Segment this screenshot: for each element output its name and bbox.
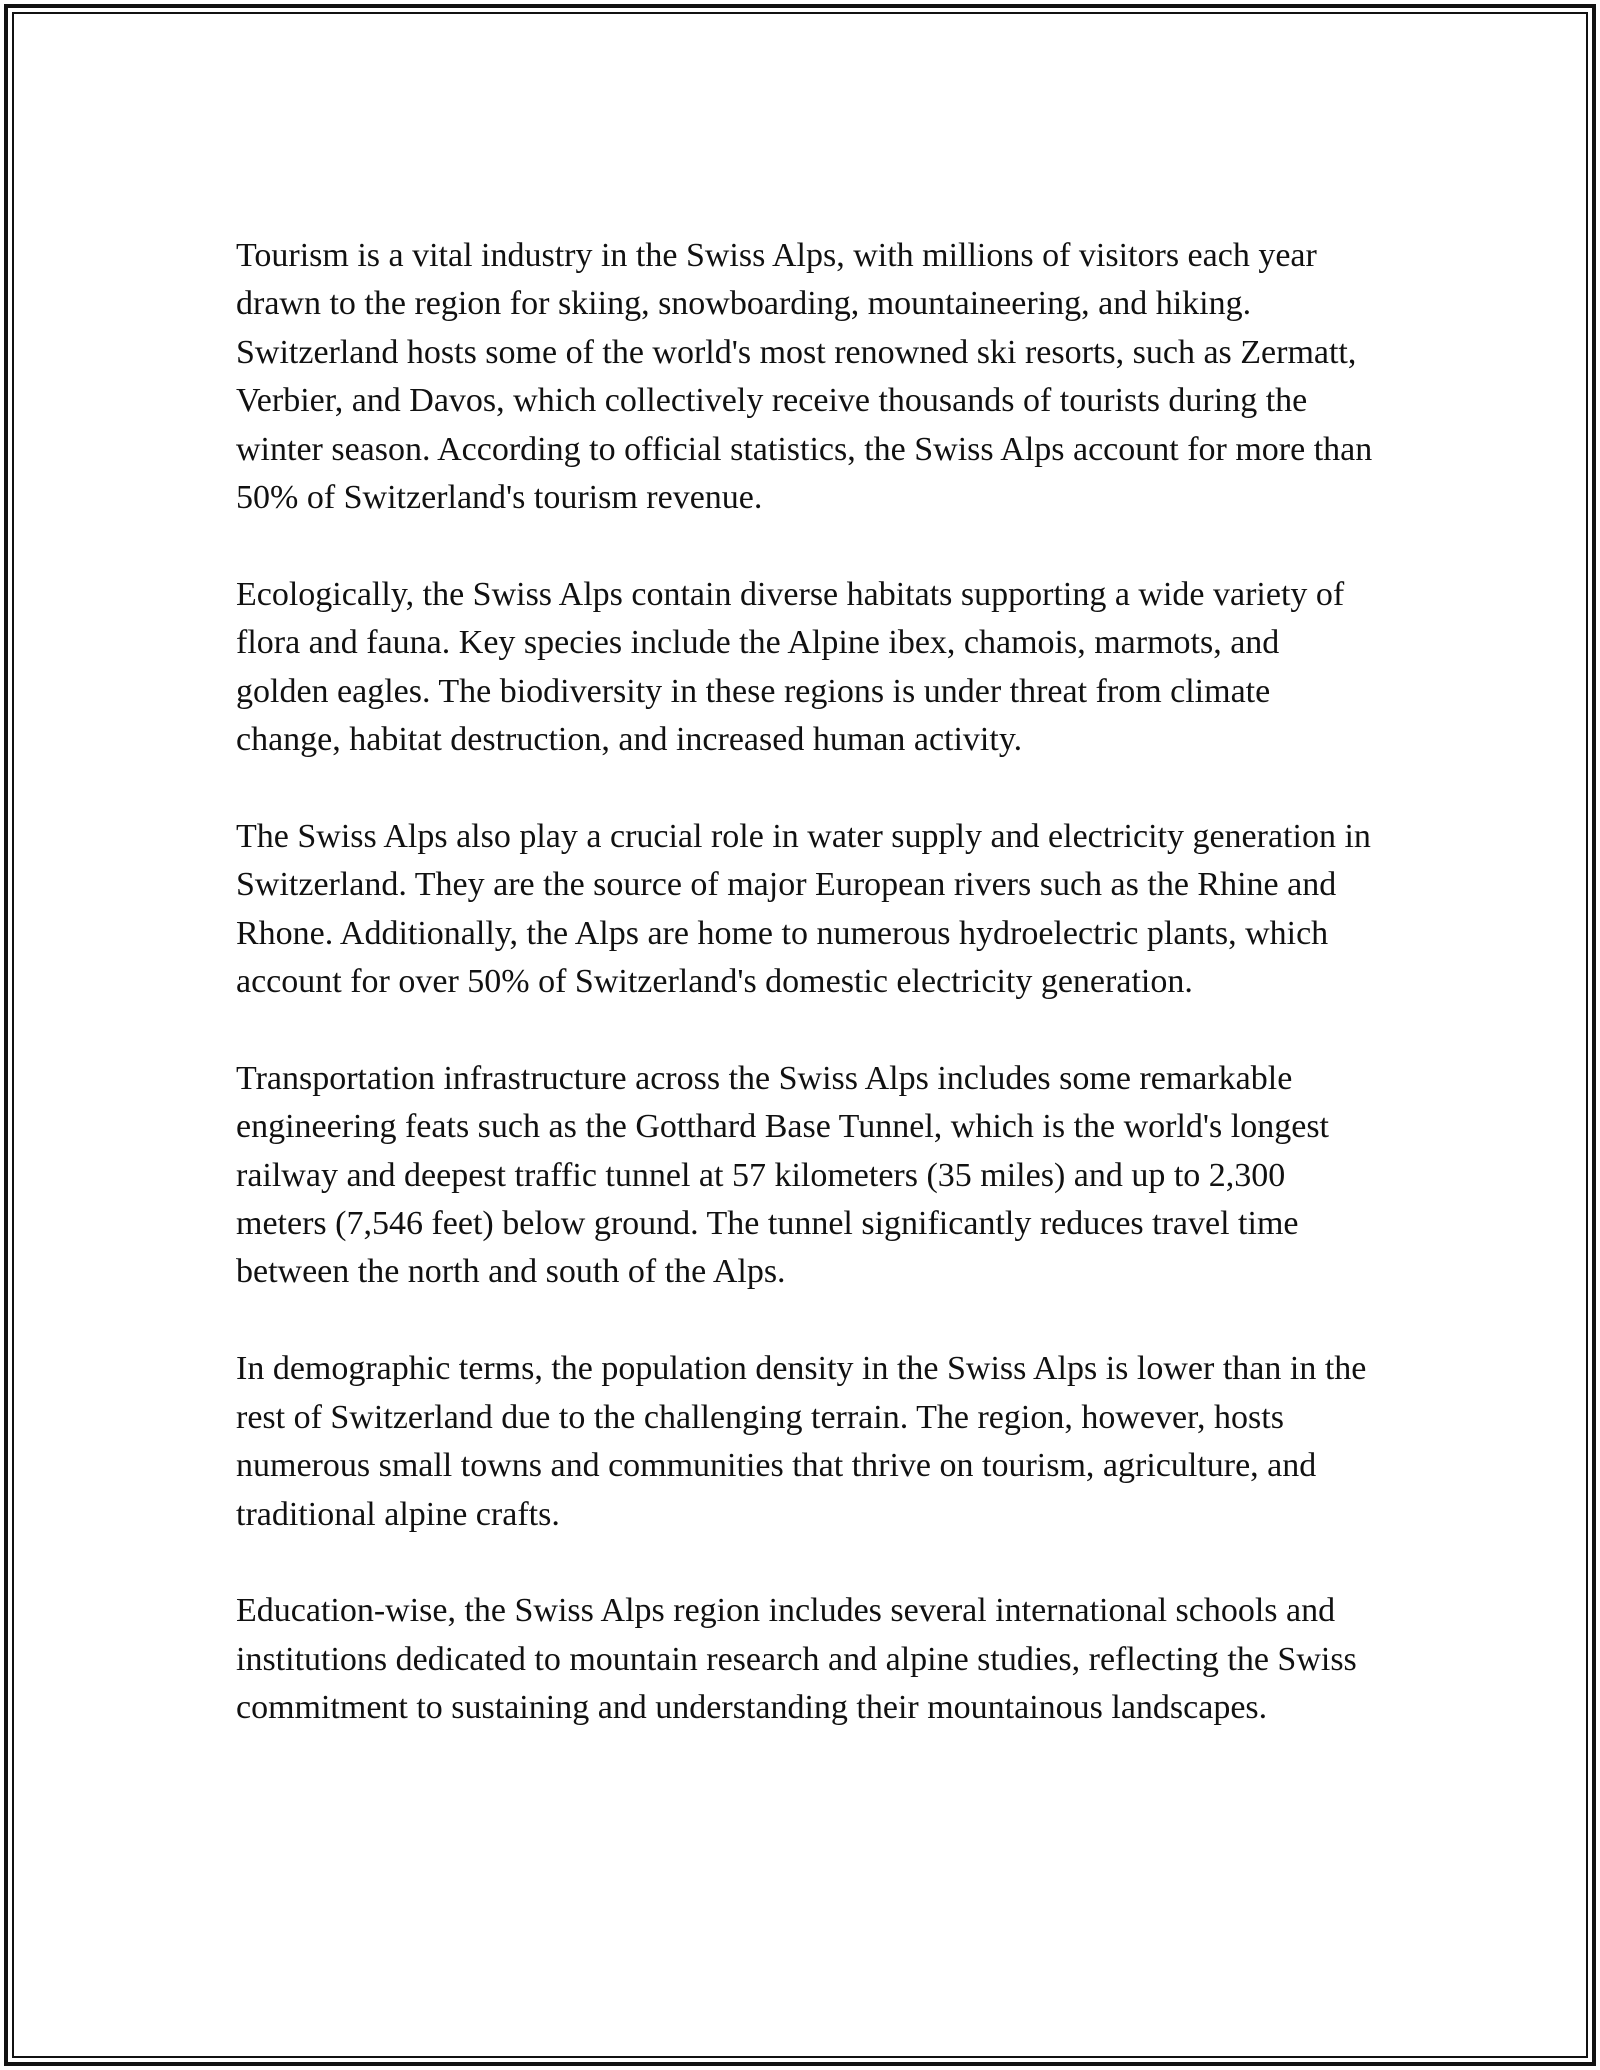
paragraph-ecology: Ecologically, the Swiss Alps contain diverse habitats supporting a wide variety of flora and fauna. Key species include the Alpine ibex, chamois, marmots, and golden eagles. The biodiversity in these regions is under threat from climate change, habitat destruction, and increased human activity. [236,575,1345,759]
paragraph-demographics: In demographic terms, the population density in the Swiss Alps is lower than in the rest of Switzerland due to the challenging terrain. The region, however, hosts numerous small towns and communities that thrive on tourism, agriculture, and traditional alpine crafts. [236,1350,1367,1533]
paragraph-education: Education-wise, the Swiss Alps region includes several international schools and institutions dedicated to mountain research and alpine studies, reflecting the Swiss commitment to sustaining and understanding their mountainous landscapes. [236,1592,1357,1727]
paragraph-transportation: Transportation infrastructure across the Swiss Alps includes some remarkable engineering feats such as the Gotthard Base Tunnel, which is the world's longest railway and deepest traffic tunnel at 57 kilometers (35 miles) and up to 2,300 meters (7,546 feet) below ground. The tunnel significantly reduces travel time between the north and south of the Alps. [236,1059,1329,1291]
paragraph-water-electricity: The Swiss Alps also play a crucial role in water supply and electricity generation in Switzerland. They are the source of major European rivers such as the Rhine and Rhone. Additionally, the Alps are home to numerous hydroelectric plants, which account for over 50% of Switzerland's domestic electricity generation. [236,817,1371,1001]
document-body [236,232,1376,1781]
paragraph-tourism: Tourism is a vital industry in the Swiss Alps, with millions of visitors each year drawn to the region for skiing, snowboarding, mountaineering, and hiking. Switzerland hosts some of the world's most renowned ski resorts, such as Zermatt, Verbier, and Davos, which collectively receive thousands of tourists during the winter season. According to official statistics, the Swiss Alps account for more than 50% of Switzerland's tourism revenue. [236,237,1373,517]
